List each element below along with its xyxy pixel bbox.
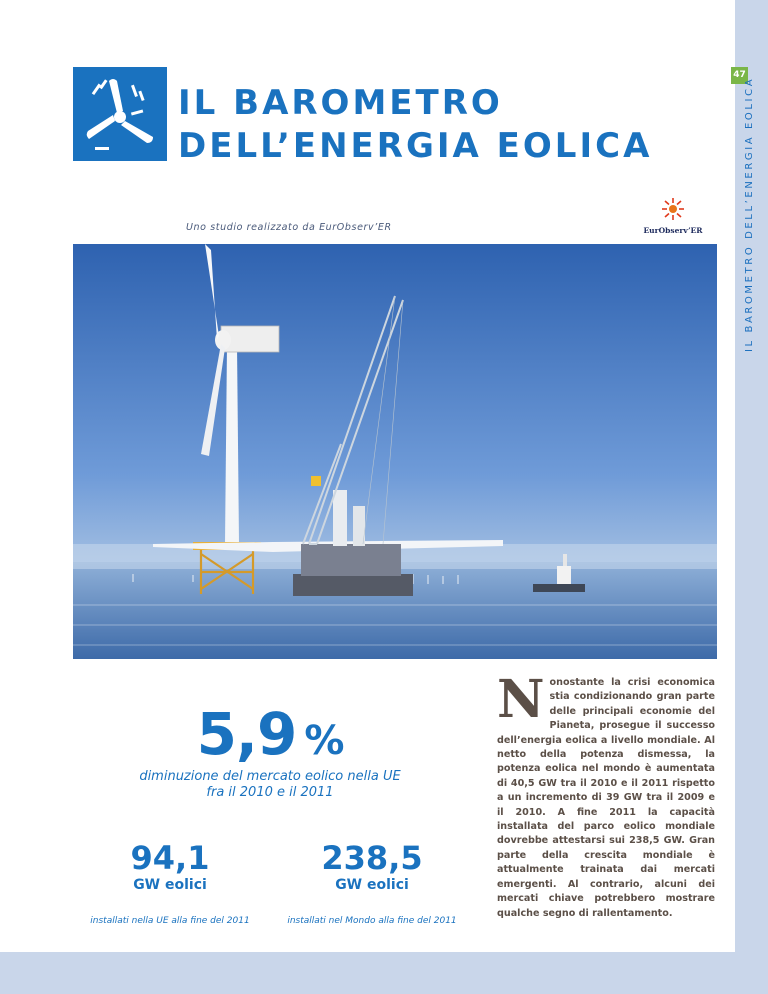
world-capacity-description: installati nel Mondo alla fine del 2011 (287, 916, 457, 926)
intro-paragraph (497, 669, 715, 921)
title-line-2: DELL’ENERGIA EOLICA (178, 126, 653, 166)
main-stat-desc-line-2: fra il 2010 e il 2011 (206, 785, 334, 800)
page-title (178, 82, 652, 168)
main-stat-desc-line-1: diminuzione del mercato eolico nella UE (139, 769, 401, 784)
eu-capacity-unit: GW eolici (133, 877, 207, 893)
offshore-wind-photo (73, 244, 717, 659)
subtitle: Uno studio realizzato da EurObserv’ER (186, 222, 392, 233)
page-number: 47 (731, 67, 748, 84)
world-capacity-unit: GW eolici (335, 877, 409, 893)
main-stat-value (120, 700, 420, 768)
intro-text: onostante la crisi economica stia condizionando gran parte delle principali economie del Pianeta, prosegue il successo dell’energia eolica a livello mondiale. Al netto della potenza dismessa, la potenza eolica nel mondo è aumentata di 40,5 GW tra il 2010 e il 2011 rispetto a un incremento di 39 GW tra il 2009 e il 2010. A fine 2011 la capacità installata del parco eolico mondiale dovrebbe attestarsi sui 238,5 GW. Gran parte della crescita mondiale è attualmente trainata dai mercati emergenti. Al contrario, alcuni dei mercati chiave potrebbero mostrare qualche segno di rallentamento. (497, 677, 715, 919)
main-stat-number: 5,9 (196, 700, 297, 768)
main-stat-description (100, 769, 440, 801)
drop-cap: N (497, 669, 545, 730)
bottom-band (0, 952, 735, 994)
eu-capacity-stat (80, 840, 260, 926)
running-title: IL BAROMETRO DELL’ENERGIA EOLICA (744, 76, 755, 352)
title-line-1: IL BAROMETRO (178, 83, 503, 123)
eu-capacity-value: 94,1 (130, 839, 210, 877)
world-capacity-stat (278, 840, 466, 926)
eu-capacity-description: installati nella UE alla fine del 2011 (90, 916, 250, 926)
eurobserver-logo (640, 195, 706, 237)
brand-logo-text: EurObserv’ER (643, 226, 703, 235)
world-capacity-value: 238,5 (321, 839, 423, 877)
wind-turbine-icon (73, 67, 167, 161)
main-stat-unit: % (304, 718, 344, 764)
